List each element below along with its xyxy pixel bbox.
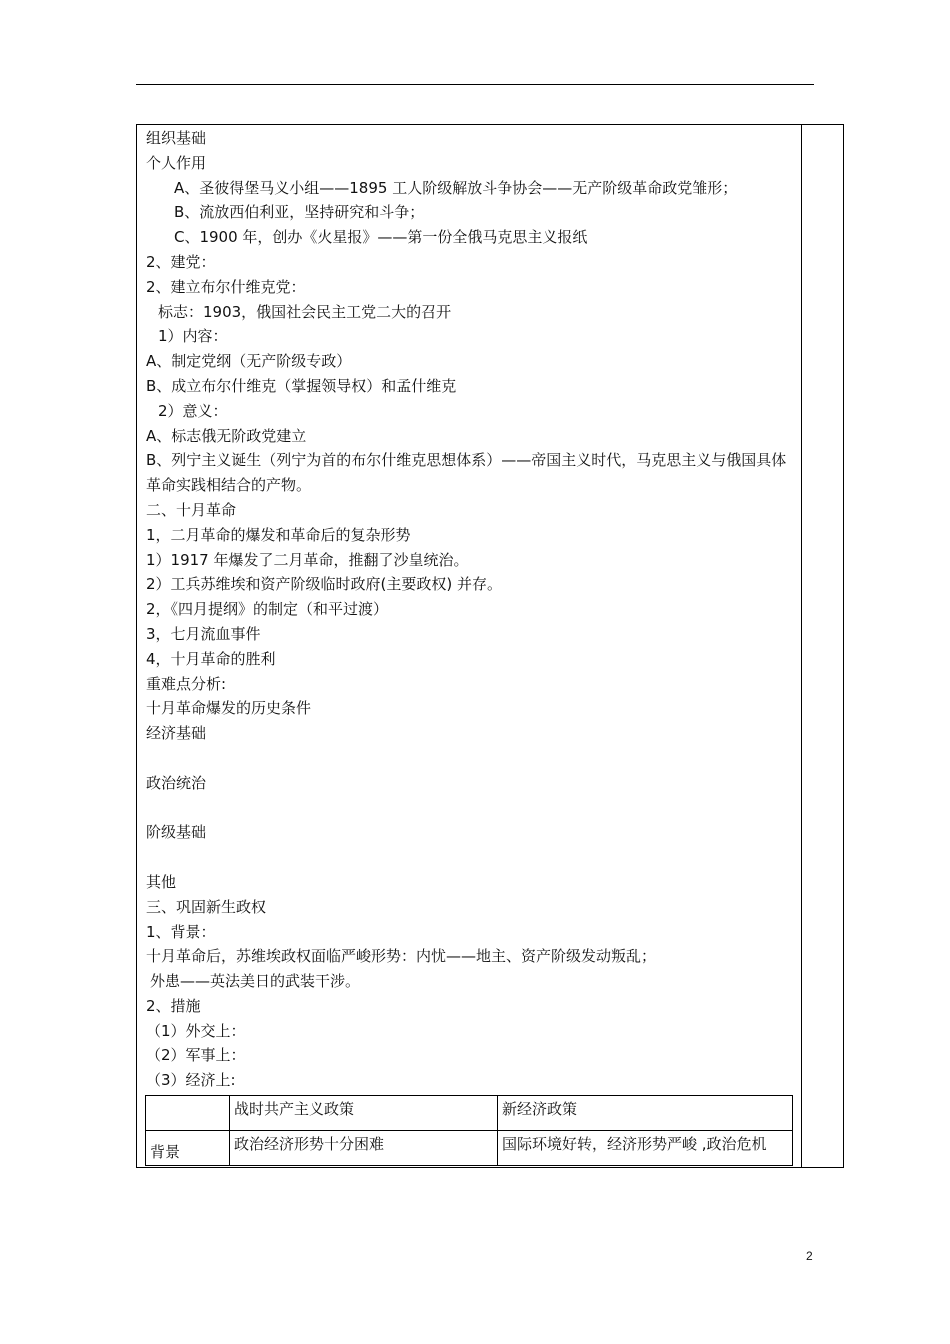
- header-rule: [136, 84, 814, 85]
- text-line: 组织基础: [146, 129, 207, 147]
- text-line: 三、巩固新生政权: [146, 897, 267, 916]
- column-divider: [801, 125, 802, 1167]
- table-cell: 政治经济形势十分困难: [230, 1131, 498, 1166]
- text-line: 二、十月革命: [146, 500, 237, 519]
- blank-line: [146, 845, 796, 870]
- text-line: A、圣彼得堡马义小组——1895 工人阶级解放斗争协会——无产阶级革命政党雏形；: [174, 178, 738, 197]
- text-line: 2、建立布尔什维克党：: [146, 277, 306, 296]
- text-line: 外患——英法美日的武装干涉。: [150, 972, 361, 991]
- text-line: 2）意义：: [158, 401, 228, 420]
- text-line: 2、措施: [146, 996, 201, 1015]
- text-line: （2）军事上：: [146, 1046, 246, 1065]
- text-line: 1、背景：: [146, 922, 216, 941]
- text-line: （1）外交上：: [146, 1021, 246, 1040]
- table-cell: [146, 1096, 230, 1131]
- text-line: （3）经济上:: [146, 1071, 236, 1090]
- text-line: 2，《四月提纲》的制定（和平过渡）: [146, 600, 389, 619]
- table-cell: 战时共产主义政策: [230, 1096, 498, 1131]
- text-line: A、制定党纲（无产阶级专政）: [146, 352, 352, 371]
- text-line: 政治统治: [146, 773, 207, 792]
- text-line: 2、建党：: [146, 252, 216, 271]
- blank-line: [146, 796, 796, 821]
- text-line: 重难点分析:: [146, 674, 227, 693]
- main-table-frame: [136, 124, 844, 1168]
- table-cell: 国际环境好转，经济形势严峻 ,政治危机: [498, 1131, 793, 1166]
- page-number: 2: [806, 1249, 813, 1263]
- text-line: 2）工兵苏维埃和资产阶级临时政府(主要政权) 并存。: [146, 575, 503, 594]
- text-paragraph: B、列宁主义诞生（列宁为首的布尔什维克思想体系）——帝国主义时代，马克思主义与俄国具体革命实践相结合的产物。: [146, 451, 787, 495]
- text-line: 十月革命爆发的历史条件: [146, 699, 312, 718]
- text-line: 其他: [146, 872, 177, 891]
- table-cell: 新经济政策: [498, 1096, 793, 1131]
- text-line: 3，七月流血事件: [146, 624, 261, 643]
- policy-comparison-table: [145, 1095, 793, 1166]
- table-row: [146, 1131, 793, 1166]
- blank-line: [146, 746, 796, 771]
- text-line: B、成立布尔什维克（掌握领导权）和孟什维克: [146, 376, 457, 395]
- text-line: 个人作用: [146, 153, 207, 172]
- text-line: 标志：1903，俄国社会民主工党二大的召开: [158, 302, 452, 321]
- text-line: A、标志俄无阶政党建立: [146, 426, 307, 445]
- text-line: 1）1917 年爆发了二月革命，推翻了沙皇统治。: [146, 550, 469, 569]
- text-line: 阶级基础: [146, 823, 207, 842]
- text-line: B、流放西伯利亚，坚持研究和斗争；: [174, 203, 425, 222]
- table-header-row: [146, 1096, 793, 1131]
- text-line: 4，十月革命的胜利: [146, 649, 276, 668]
- text-line: C、1900 年，创办《火星报》——第一份全俄马克思主义报纸: [174, 228, 588, 247]
- content-column: [146, 126, 796, 1093]
- text-line: 经济基础: [146, 724, 207, 743]
- text-line: 1，二月革命的爆发和革命后的复杂形势: [146, 525, 411, 544]
- table-cell: 背景: [146, 1131, 230, 1166]
- text-line: 十月革命后，苏维埃政权面临严峻形势：内忧——地主、资产阶级发动叛乱；: [146, 947, 657, 966]
- text-line: 1）内容：: [158, 327, 228, 346]
